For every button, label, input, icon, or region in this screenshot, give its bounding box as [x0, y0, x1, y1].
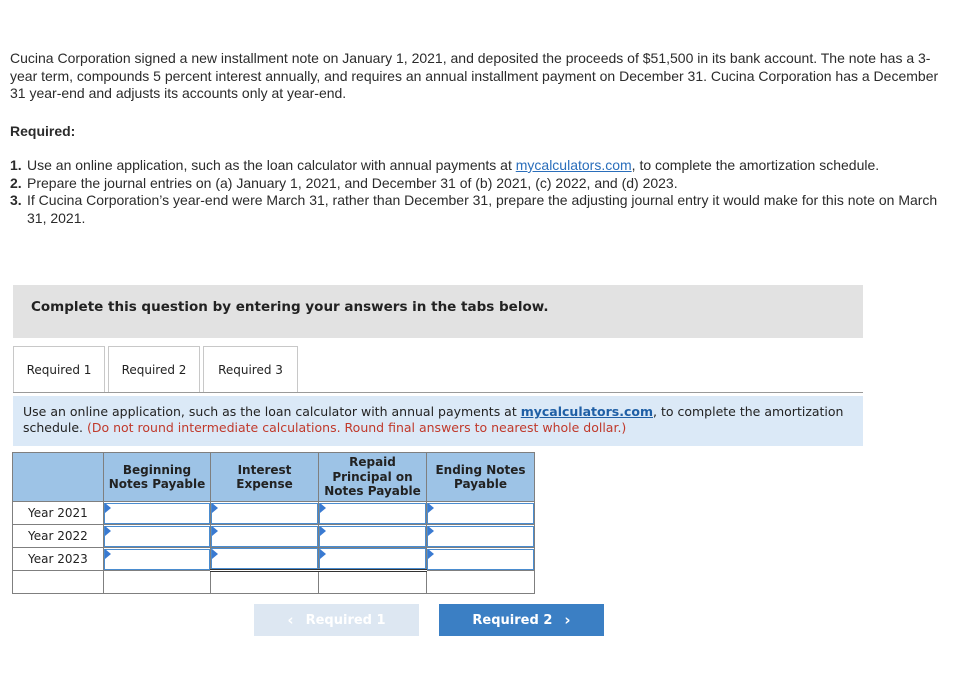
cell — [211, 548, 319, 571]
cell — [104, 525, 211, 548]
header-interest-expense: Interest Expense — [211, 453, 319, 502]
input-marker-icon — [428, 503, 434, 513]
interest-expense-input[interactable] — [211, 548, 318, 569]
repaid-principal-input[interactable] — [319, 503, 426, 524]
requirement-3 — [10, 192, 950, 227]
input-marker-icon — [428, 549, 434, 559]
beginning-notes-payable-input[interactable] — [104, 549, 210, 570]
header-beginning-notes-payable: Beginning Notes Payable — [104, 453, 211, 502]
tab-required-3[interactable]: Required 3 — [203, 346, 298, 393]
header-repaid-principal: Repaid Principal on Notes Payable — [319, 453, 427, 502]
table-row — [13, 502, 535, 525]
cell — [104, 548, 211, 571]
repaid-principal-input[interactable] — [319, 548, 426, 569]
input-marker-icon — [320, 549, 326, 559]
amortization-table — [12, 452, 535, 594]
ending-notes-payable-input[interactable] — [427, 549, 534, 570]
input-marker-icon — [212, 526, 218, 536]
next-button[interactable] — [439, 604, 604, 636]
requirement-1 — [10, 157, 950, 175]
blank-cell — [319, 571, 427, 594]
chevron-right-icon: › — [564, 611, 571, 629]
requirement-text: Prepare the journal entries on (a) January 1, 2021, and December 31 of (b) 2021, (c) 2022, and (d) 2023. — [27, 174, 678, 191]
tab-bar — [13, 346, 301, 393]
beginning-notes-payable-input[interactable] — [104, 526, 210, 547]
previous-button[interactable] — [254, 604, 419, 636]
cell — [427, 502, 535, 525]
cell — [319, 502, 427, 525]
requirement-text-part: , to complete the amortization schedule. — [631, 157, 880, 173]
input-marker-icon — [105, 549, 111, 559]
problem-statement: Cucina Corporation signed a new installment note on January 1, 2021, and deposited the proceeds of $51,500 in its bank account. The note has a 3-year term, compounds 5 percent interest annually, and requires an annual installment payment on December 31. Cucina Corporation has a December 31 year-end and adjusts its accounts only at year-end. — [10, 50, 939, 101]
tab-required-2[interactable]: Required 2 — [108, 346, 200, 393]
repaid-principal-input[interactable] — [319, 526, 426, 547]
instruction-text: , to complete the amortization schedule. — [23, 404, 844, 435]
chevron-left-icon: ‹ — [287, 611, 294, 629]
next-button-label: Required 2 — [472, 612, 553, 628]
input-marker-icon — [105, 526, 111, 536]
table-row — [13, 525, 535, 548]
cell — [319, 548, 427, 571]
input-marker-icon — [320, 503, 326, 513]
cell — [319, 525, 427, 548]
requirement-number: 2. — [10, 174, 22, 191]
cell — [427, 525, 535, 548]
row-label: Year 2022 — [13, 525, 104, 548]
row-label: Year 2021 — [13, 502, 104, 525]
requirement-number: 1. — [10, 157, 22, 173]
cell — [104, 502, 211, 525]
header-ending-notes-payable: Ending Notes Payable — [427, 453, 535, 502]
input-marker-icon — [320, 526, 326, 536]
ending-notes-payable-input[interactable] — [427, 503, 534, 524]
requirement-2 — [10, 175, 950, 193]
tab-required-1[interactable]: Required 1 — [13, 346, 105, 393]
requirement-text-part: Use an online application, such as the loan calculator with annual payments at — [27, 157, 516, 173]
table-row — [13, 571, 535, 594]
mycalculators-link[interactable]: mycalculators.com — [515, 157, 632, 173]
previous-button-label: Required 1 — [305, 612, 386, 628]
requirement-text: If Cucina Corporation’s year-end were March 31, rather than December 31, prepare the adjusting journal entry it would make for this note on March 31, 2021. — [27, 192, 938, 226]
tab-divider — [13, 392, 863, 393]
required-heading: Required: — [10, 123, 76, 139]
ending-notes-payable-input[interactable] — [427, 526, 534, 547]
row-label: Year 2023 — [13, 548, 104, 571]
blank-cell — [211, 571, 319, 594]
requirements-list — [10, 157, 950, 227]
beginning-notes-payable-input[interactable] — [104, 503, 210, 524]
instructions-banner: Complete this question by entering your answers in the tabs below. — [13, 285, 863, 338]
tab-instruction — [13, 396, 863, 446]
requirement-text — [27, 157, 950, 175]
input-marker-icon — [428, 526, 434, 536]
rounding-note: (Do not round intermediate calculations. Round final answers to nearest whole dollar.) — [86, 420, 627, 435]
cell — [211, 525, 319, 548]
input-marker-icon — [105, 503, 111, 513]
input-marker-icon — [212, 503, 218, 513]
header-year — [13, 453, 104, 502]
input-marker-icon — [212, 549, 218, 559]
interest-expense-input[interactable] — [211, 503, 318, 524]
blank-cell — [427, 571, 535, 594]
mycalculators-link[interactable]: mycalculators.com — [520, 404, 653, 419]
instruction-text: Use an online application, such as the loan calculator with annual payments at — [23, 404, 521, 419]
blank-cell — [13, 571, 104, 594]
interest-expense-input[interactable] — [211, 526, 318, 547]
blank-cell — [104, 571, 211, 594]
requirement-number: 3. — [10, 192, 22, 208]
cell — [427, 548, 535, 571]
cell — [211, 502, 319, 525]
table-row — [13, 548, 535, 571]
